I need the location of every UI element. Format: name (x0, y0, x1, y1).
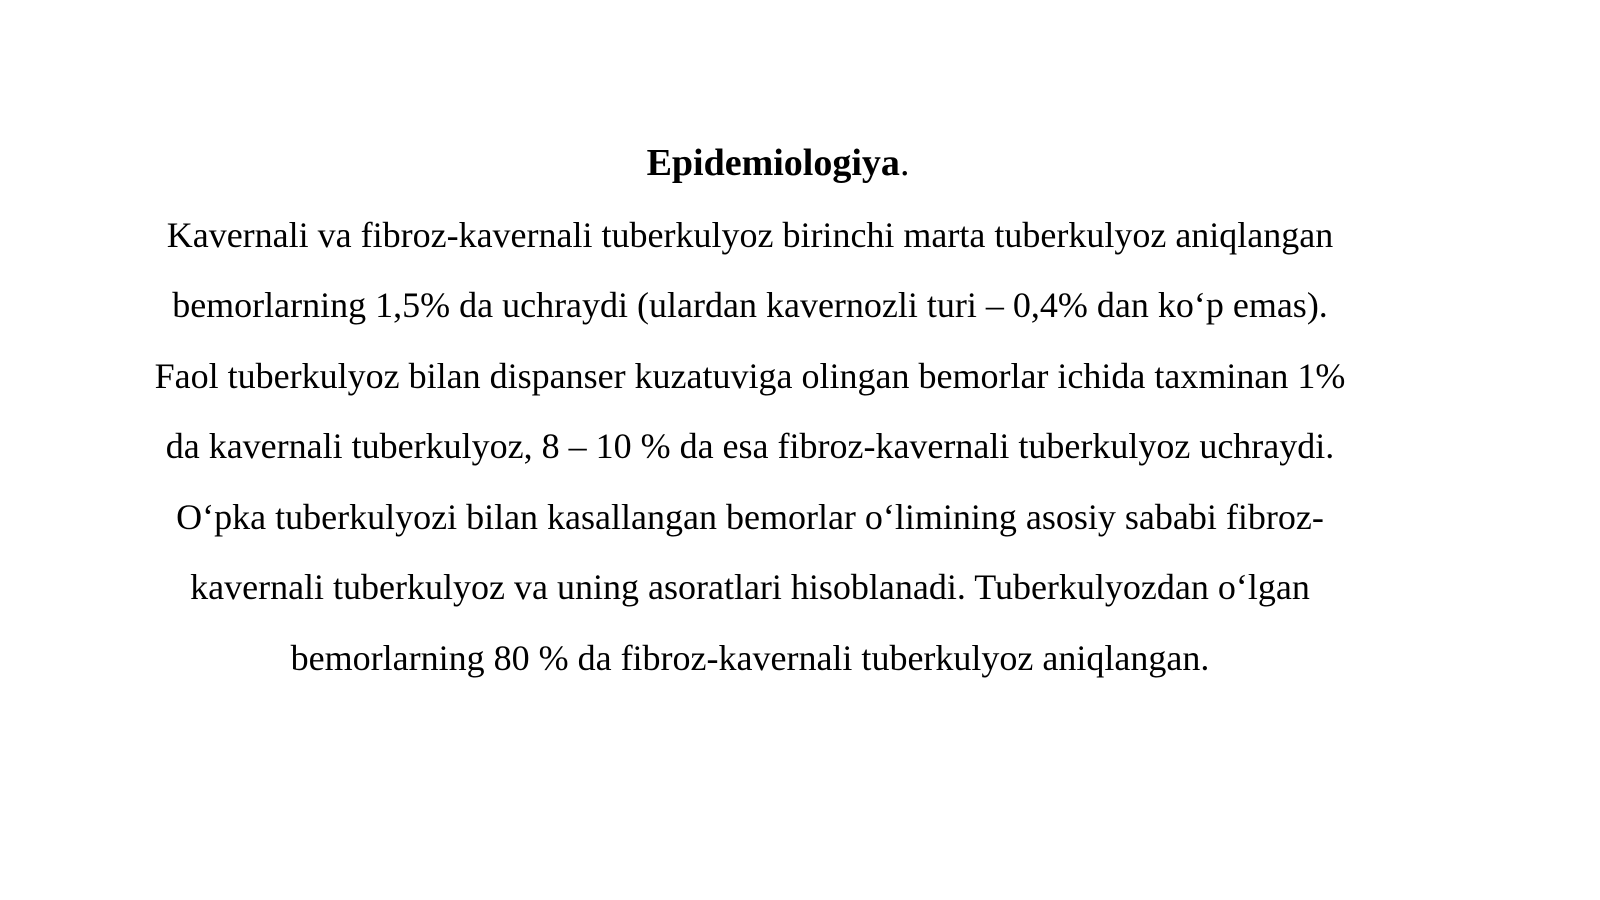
paragraph-line: O‘pka tuberkulyozi bilan kasallangan bemorlar o‘limining asosiy sababi fibroz- (176, 497, 1324, 537)
paragraph-line: Faol tuberkulyoz bilan dispanser kuzatuviga olingan bemorlar ichida taxminan 1% (154, 356, 1346, 396)
paragraph-line: Kavernali va fibroz-kavernali tuberkulyoz birinchi marta tuberkulyoz aniqlangan (166, 215, 1334, 255)
paragraph-line: bemorlarning 1,5% da uchraydi (ulardan kavernozli turi – 0,4% dan ko‘p emas). (172, 285, 1328, 325)
title-period: . (899, 142, 910, 184)
paragraph-line: da kavernali tuberkulyoz, 8 – 10 % da esa fibroz-kavernali tuberkulyoz uchraydi. (165, 426, 1335, 466)
paragraph-line: kavernali tuberkulyoz va uning asoratlari hisoblanadi. Tuberkulyozdan o‘lgan (190, 567, 1310, 607)
slide-title (0, 141, 1556, 185)
paragraph-line: bemorlarning 80 % da fibroz-kavernali tuberkulyoz aniqlangan. (290, 638, 1210, 678)
title-text: Epidemiologiya (646, 142, 900, 184)
